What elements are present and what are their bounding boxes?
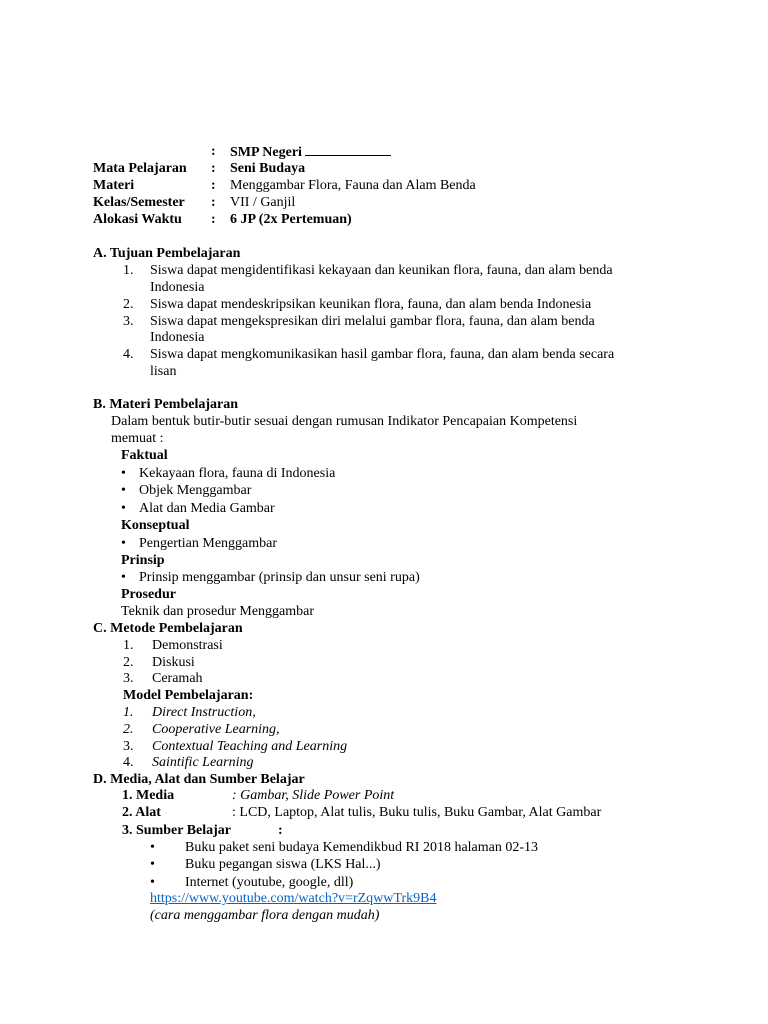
method-number: 3. xyxy=(123,671,134,686)
faktual-item: Objek Menggambar xyxy=(139,483,252,498)
class-semester-value: VII / Ganjil xyxy=(230,195,296,210)
media-label: 1. Media xyxy=(122,788,175,803)
time-allocation-label: Alokasi Waktu xyxy=(93,212,182,227)
model-number: 2. xyxy=(123,722,134,737)
section-a-title: A. Tujuan Pembelajaran xyxy=(93,246,241,261)
konseptual-heading: Konseptual xyxy=(121,518,190,533)
alat-label: 2. Alat xyxy=(122,805,161,820)
model-item: Contextual Teaching and Learning xyxy=(152,739,348,754)
material-value: Menggambar Flora, Fauna dan Alam Benda xyxy=(230,178,476,193)
bullet-icon: • xyxy=(150,840,155,855)
method-item: Ceramah xyxy=(152,671,203,686)
bullet-icon: • xyxy=(121,570,126,585)
method-number: 1. xyxy=(123,638,134,653)
link-caption: (cara menggambar flora dengan mudah) xyxy=(150,908,380,923)
objective-number: 1. xyxy=(123,263,134,278)
section-c-title: C. Metode Pembelajaran xyxy=(93,621,243,636)
model-item: Cooperative Learning, xyxy=(152,722,280,737)
faktual-item: Kekayaan flora, fauna di Indonesia xyxy=(139,466,336,481)
section-b-title: B. Materi Pembelajaran xyxy=(93,397,239,412)
youtube-link[interactable]: https://www.youtube.com/watch?v=rZqwwTrk9B4 xyxy=(150,891,437,906)
konseptual-item: Pengertian Menggambar xyxy=(139,536,278,551)
sumber-item: Internet (youtube, google, dll) xyxy=(185,875,354,890)
header-colon-2: : xyxy=(211,178,216,193)
model-item: Saintific Learning xyxy=(152,755,254,770)
bullet-icon: • xyxy=(150,875,155,890)
header-colon-4: : xyxy=(211,212,216,227)
header-colon-0: : xyxy=(211,144,216,159)
section-b-intro-cont: memuat : xyxy=(111,431,164,446)
method-item: Demonstrasi xyxy=(152,638,223,653)
faktual-item: Alat dan Media Gambar xyxy=(139,501,275,516)
objective-text-cont: lisan xyxy=(150,364,177,379)
time-allocation-value: 6 JP (2x Pertemuan) xyxy=(230,212,352,227)
model-item: Direct Instruction, xyxy=(152,705,256,720)
model-heading: Model Pembelajaran: xyxy=(123,688,254,703)
model-number: 3. xyxy=(123,739,134,754)
sumber-colon: : xyxy=(278,823,283,838)
school-name-blank xyxy=(305,143,391,156)
objective-text: Siswa dapat mengekspresikan diri melalui gambar flora, fauna, dan alam benda xyxy=(150,314,595,329)
prosedur-heading: Prosedur xyxy=(121,587,176,602)
bullet-icon: • xyxy=(121,536,126,551)
objective-number: 4. xyxy=(123,347,134,362)
material-label: Materi xyxy=(93,178,135,193)
objective-text: Siswa dapat mengidentifikasi kekayaan dan keunikan flora, fauna, dan alam benda xyxy=(150,263,613,278)
school-name: SMP Negeri xyxy=(230,143,391,161)
alat-value: : LCD, Laptop, Alat tulis, Buku tulis, Buku Gambar, Alat Gambar xyxy=(232,805,602,820)
media-value: : Gambar, Slide Power Point xyxy=(232,788,395,803)
subject-value: Seni Budaya xyxy=(230,161,306,176)
sumber-label: 3. Sumber Belajar xyxy=(122,823,232,838)
section-b-intro: Dalam bentuk butir-butir sesuai dengan rumusan Indikator Pencapaian Kompetensi xyxy=(111,414,578,429)
bullet-icon: • xyxy=(121,466,126,481)
bullet-icon: • xyxy=(121,483,126,498)
objective-number: 2. xyxy=(123,297,134,312)
method-number: 2. xyxy=(123,655,134,670)
objective-text: Siswa dapat mendeskripsikan keunikan flora, fauna, dan alam benda Indonesia xyxy=(150,297,592,312)
faktual-heading: Faktual xyxy=(121,448,168,463)
model-number: 1. xyxy=(123,705,134,720)
model-number: 4. xyxy=(123,755,134,770)
header-colon-3: : xyxy=(211,195,216,210)
bullet-icon: • xyxy=(121,501,126,516)
sumber-item: Buku paket seni budaya Kemendikbud RI 2018 halaman 02-13 xyxy=(185,840,539,855)
subject-label: Mata Pelajaran xyxy=(93,161,187,176)
header-colon-1: : xyxy=(211,161,216,176)
method-item: Diskusi xyxy=(152,655,195,670)
objective-number: 3. xyxy=(123,314,134,329)
prosedur-text: Teknik dan prosedur Menggambar xyxy=(121,604,315,619)
prinsip-item: Prinsip menggambar (prinsip dan unsur seni rupa) xyxy=(139,570,420,585)
bullet-icon: • xyxy=(150,857,155,872)
prinsip-heading: Prinsip xyxy=(121,553,165,568)
objective-text-cont: Indonesia xyxy=(150,330,205,345)
objective-text-cont: Indonesia xyxy=(150,280,205,295)
sumber-item: Buku pegangan siswa (LKS Hal...) xyxy=(185,857,381,872)
section-d-title: D. Media, Alat dan Sumber Belajar xyxy=(93,772,305,787)
class-semester-label: Kelas/Semester xyxy=(93,195,185,210)
objective-text: Siswa dapat mengkomunikasikan hasil gambar flora, fauna, dan alam benda secara xyxy=(150,347,615,362)
